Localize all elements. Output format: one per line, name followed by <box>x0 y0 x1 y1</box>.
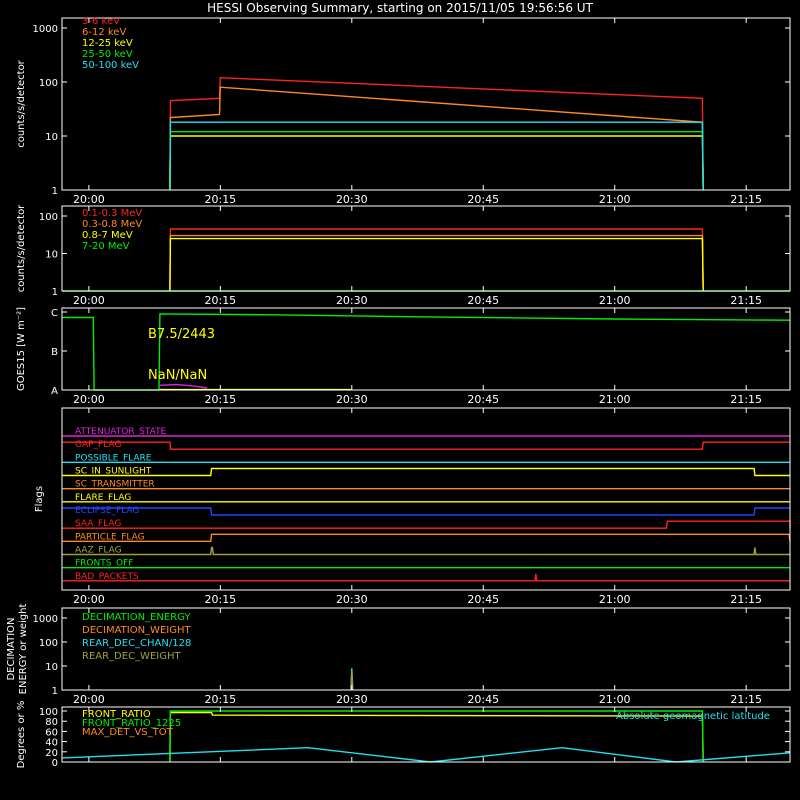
y-tick-label: 1000 <box>32 614 58 625</box>
legend-entry: 50-100 keV <box>82 60 140 71</box>
legend-entry: FRONT_RATIO_1225 <box>82 718 182 729</box>
legend-entry: 3-6 keV <box>82 16 120 27</box>
series-line <box>170 132 703 190</box>
legend-entry: 0.3-0.8 MeV <box>82 219 143 230</box>
x-tick-label: 21:15 <box>730 193 763 206</box>
y-tick-label: 100 <box>38 707 58 718</box>
flag-label: ATTENUATOR_STATE <box>75 427 167 437</box>
y-tick-label: 1 <box>51 186 58 197</box>
x-tick-label: 20:00 <box>73 593 105 606</box>
flag-label: SC_TRANSMITTER <box>75 479 155 490</box>
plot-frame <box>62 206 790 291</box>
x-tick-label: 20:00 <box>73 294 105 307</box>
legend-entry: 7-20 MeV <box>82 241 130 252</box>
legend-entry: 0.1-0.3 MeV <box>82 208 143 219</box>
y-axis-label: DECIMATION <box>6 617 17 681</box>
y-axis-label: counts/s/detector <box>16 204 27 293</box>
x-tick-label: 20:45 <box>467 393 500 406</box>
flag-line <box>63 534 790 541</box>
x-tick-label: 20:30 <box>335 193 368 206</box>
panel-2 <box>16 204 790 307</box>
series-line <box>170 78 703 190</box>
series-line <box>170 239 703 291</box>
series-line <box>170 136 703 190</box>
x-tick-label: 21:15 <box>730 693 763 706</box>
x-tick-label: 20:00 <box>73 193 105 206</box>
flag-line <box>63 545 790 556</box>
legend-entry: 6-12 keV <box>82 27 127 38</box>
flag-label: PARTICLE_FLAG <box>75 532 145 543</box>
geomagnetic-label: Absolute geomagnetic latitude <box>616 711 770 722</box>
legend-entry: REAR_DEC_CHAN/128 <box>82 638 192 649</box>
flag-label: FRONTS_OFF <box>75 558 134 569</box>
x-tick-label: 21:15 <box>730 393 763 406</box>
flag-label: BAD_PACKETS <box>75 571 139 582</box>
x-tick-label: 20:45 <box>467 593 500 606</box>
y-tick-label: 1 <box>51 686 58 697</box>
x-tick-label: 20:15 <box>204 693 237 706</box>
flag-label: GAP_FLAG <box>75 440 122 451</box>
plot-panels <box>6 16 790 769</box>
panel-3 <box>16 307 790 406</box>
y-tick-label: C <box>51 308 58 319</box>
y-tick-label: 1000 <box>32 24 58 35</box>
flag-label: ECLIPSE_FLAG <box>75 506 140 516</box>
y-tick-label: A <box>51 386 58 397</box>
legend-entry: FRONT_RATIO <box>82 709 151 720</box>
x-tick-label: 20:45 <box>467 693 500 706</box>
x-tick-label: 21:00 <box>598 193 631 206</box>
goes-annotation: B7.5/2443 <box>148 327 216 342</box>
panel-6 <box>16 701 790 769</box>
y-tick-label: 20 <box>45 747 58 759</box>
y-tick-label: 100 <box>38 78 58 89</box>
y-tick-label: 100 <box>38 212 58 223</box>
x-tick-label: 21:00 <box>598 593 631 606</box>
y-tick-label: 0 <box>51 758 58 769</box>
series-line <box>170 236 703 291</box>
panel-5 <box>6 604 790 706</box>
y-axis-label: counts/s/detector <box>16 60 27 148</box>
flag-label: SC_IN_SUNLIGHT <box>75 466 152 477</box>
series-line <box>170 87 703 190</box>
y-tick-label: 10 <box>45 662 58 673</box>
legend-entry: 12-25 keV <box>82 38 133 49</box>
y-tick-label: 1 <box>51 287 58 298</box>
x-tick-label: 21:00 <box>598 393 631 406</box>
x-tick-label: 20:15 <box>204 294 237 307</box>
plot-frame <box>62 18 790 190</box>
legend-entry: 25-50 keV <box>82 49 133 60</box>
panel-4 <box>34 408 790 606</box>
x-tick-label: 20:30 <box>335 593 368 606</box>
x-tick-label: 20:30 <box>335 294 368 307</box>
y-tick-label: B <box>51 347 58 358</box>
y-tick-label: 10 <box>45 249 58 261</box>
y-tick-label: 80 <box>45 717 58 729</box>
flag-label: SAA_FLAG <box>75 519 122 530</box>
flag-line <box>63 466 790 477</box>
x-tick-label: 20:45 <box>467 193 500 206</box>
y-axis-label: GOES15 [W m⁻²] <box>16 306 27 392</box>
x-tick-label: 21:15 <box>730 294 763 307</box>
flag-line <box>63 442 790 449</box>
flag-label: AAZ_FLAG <box>75 545 122 556</box>
x-tick-label: 20:15 <box>204 193 237 206</box>
y-axis-label: Flags <box>34 485 45 513</box>
x-tick-label: 21:00 <box>598 294 631 307</box>
y-tick-label: 100 <box>38 638 58 649</box>
series-line <box>160 385 207 389</box>
x-tick-label: 20:00 <box>73 693 105 706</box>
flag-line <box>63 521 790 528</box>
x-tick-label: 21:15 <box>730 593 763 606</box>
x-tick-label: 20:15 <box>204 593 237 606</box>
flag-line <box>63 571 790 582</box>
flag-line <box>63 508 790 515</box>
y-axis-label: ENERGY or weight <box>18 603 29 695</box>
y-axis-label: Degrees or % <box>16 700 27 769</box>
y-tick-label: 10 <box>45 132 58 143</box>
x-tick-label: 21:00 <box>598 693 631 706</box>
x-tick-label: 20:45 <box>467 294 500 307</box>
legend-entry: DECIMATION_ENERGY <box>82 612 191 623</box>
flag-label: POSSIBLE_FLARE <box>75 453 152 464</box>
y-tick-label: 40 <box>45 737 58 749</box>
legend-entry: MAX_DET_VS_TOT <box>82 727 173 738</box>
series-line <box>63 748 790 762</box>
panel-1 <box>16 16 790 206</box>
x-tick-label: 20:30 <box>335 693 368 706</box>
x-tick-label: 20:30 <box>335 393 368 406</box>
x-tick-label: 20:00 <box>73 393 105 406</box>
legend-entry: 0.8-7 MeV <box>82 230 133 241</box>
legend-entry: REAR_DEC_WEIGHT <box>82 651 181 662</box>
y-tick-label: 60 <box>45 727 58 739</box>
legend-entry: DECIMATION_WEIGHT <box>82 625 191 636</box>
x-tick-label: 20:15 <box>204 393 237 406</box>
goes-annotation: NaN/NaN <box>148 368 208 383</box>
figure-title: HESSI Observing Summary, starting on 2015/11/05 19:56:56 UT <box>207 1 593 15</box>
flag-label: FLARE_FLAG <box>75 492 132 503</box>
